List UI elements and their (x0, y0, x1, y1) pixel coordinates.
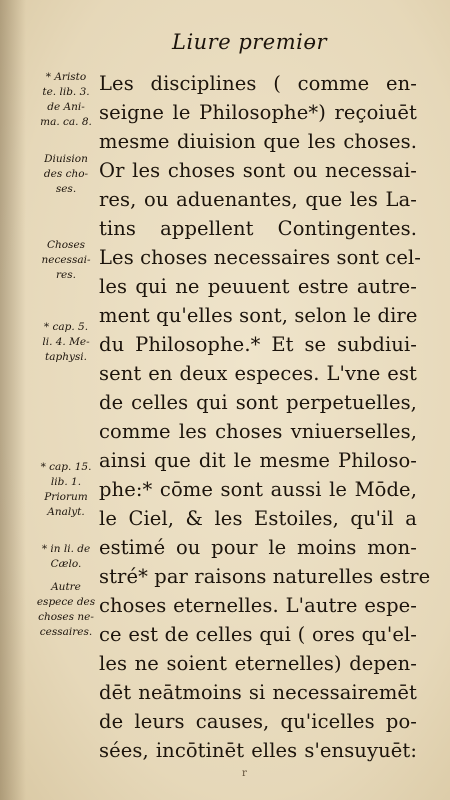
margin-note-choses-necessaires (29, 238, 103, 283)
text-line: Or les choses sont ou necessai- (99, 159, 417, 182)
text-line: tins appellent Contingentes. (99, 217, 417, 240)
text-line: ment qu'elles sont, selon le dire (99, 304, 418, 327)
margin-note-line: * cap. 5. (43, 321, 89, 333)
margin-note-line: cessaires. (39, 626, 93, 638)
text-line: res, ou aduenantes, que les La- (99, 188, 417, 211)
margin-note-line: Diuision (44, 153, 88, 165)
margin-note-line: espece des (36, 596, 96, 608)
margin-note-de-caelo (29, 542, 103, 572)
margin-note-line: choses ne- (38, 611, 94, 623)
margin-note-line: des cho- (43, 168, 89, 180)
margin-note-line: Analyt. (47, 506, 85, 518)
text-line: Les choses necessaires sont cel- (99, 246, 421, 269)
margin-note-metaphysics (29, 320, 103, 365)
text-line: de leurs causes, qu'icelles po- (99, 710, 417, 733)
text-line: seigne le Philosophe*) reçoiuēt (99, 101, 417, 124)
margin-note-line: de Ani- (47, 101, 85, 113)
margin-note-diuision (29, 152, 103, 197)
text-line: phe:* cōme sont aussi le Mōde, (99, 478, 417, 501)
margin-notes (0, 0, 110, 800)
margin-note-line: taphysi. (45, 351, 87, 363)
margin-note-line: necessai- (41, 254, 91, 266)
text-line: sent en deux especes. L'vne est (99, 362, 417, 385)
signature-mark: r (242, 768, 247, 779)
margin-note-line: Autre (51, 581, 81, 593)
text-line: stré* par raisons naturelles estre (99, 565, 431, 588)
margin-note-aristotle-de-anima (29, 70, 103, 130)
text-line: ainsi que dit le mesme Philoso- (99, 449, 417, 472)
margin-note-line: ses. (55, 183, 77, 195)
text-line: ce est de celles qui ( ores qu'el- (99, 623, 417, 646)
margin-note-line: Cælo. (50, 558, 82, 570)
margin-note-line: te. lib. 3. (42, 86, 90, 98)
text-line: Les disciplines ( comme en- (99, 72, 417, 95)
text-line: du Philosophe.* Et se subdiui- (99, 333, 417, 356)
margin-note-line: Choses (46, 239, 86, 251)
text-line: comme les choses vniuerselles, (99, 420, 417, 443)
text-line: sées, incōtinēt elles s'ensuyuēt: (99, 739, 417, 762)
margin-note-line: res. (56, 269, 76, 281)
text-line: choses eternelles. L'autre espe- (99, 594, 417, 617)
text-line: les qui ne peuuent estre autre- (99, 275, 417, 298)
margin-note-line: * in li. de (41, 543, 91, 555)
text-line: estimé ou pour le moins mon- (99, 536, 417, 559)
margin-note-line: * Aristo (45, 71, 87, 83)
margin-note-line: * cap. 15. (40, 461, 92, 473)
text-line: de celles qui sont perpetuelles, (99, 391, 417, 414)
margin-note-line: li. 4. Me- (42, 336, 90, 348)
text-line: les ne soient eternelles) depen- (99, 652, 417, 675)
text-line: dēt neātmoins si necessairemēt (99, 681, 417, 704)
margin-note-line: ma. ca. 8. (40, 116, 92, 128)
margin-note-autre-espece (29, 580, 103, 640)
text-line: mesme diuision que les choses. (99, 130, 417, 153)
text-line: le Ciel, & les Estoiles, qu'il a (99, 507, 417, 530)
margin-note-line: lib. 1. (50, 476, 82, 488)
margin-note-prior-analytics (29, 460, 103, 520)
running-head: Liure premiɵr (172, 30, 328, 54)
margin-note-line: Priorum (44, 491, 88, 503)
